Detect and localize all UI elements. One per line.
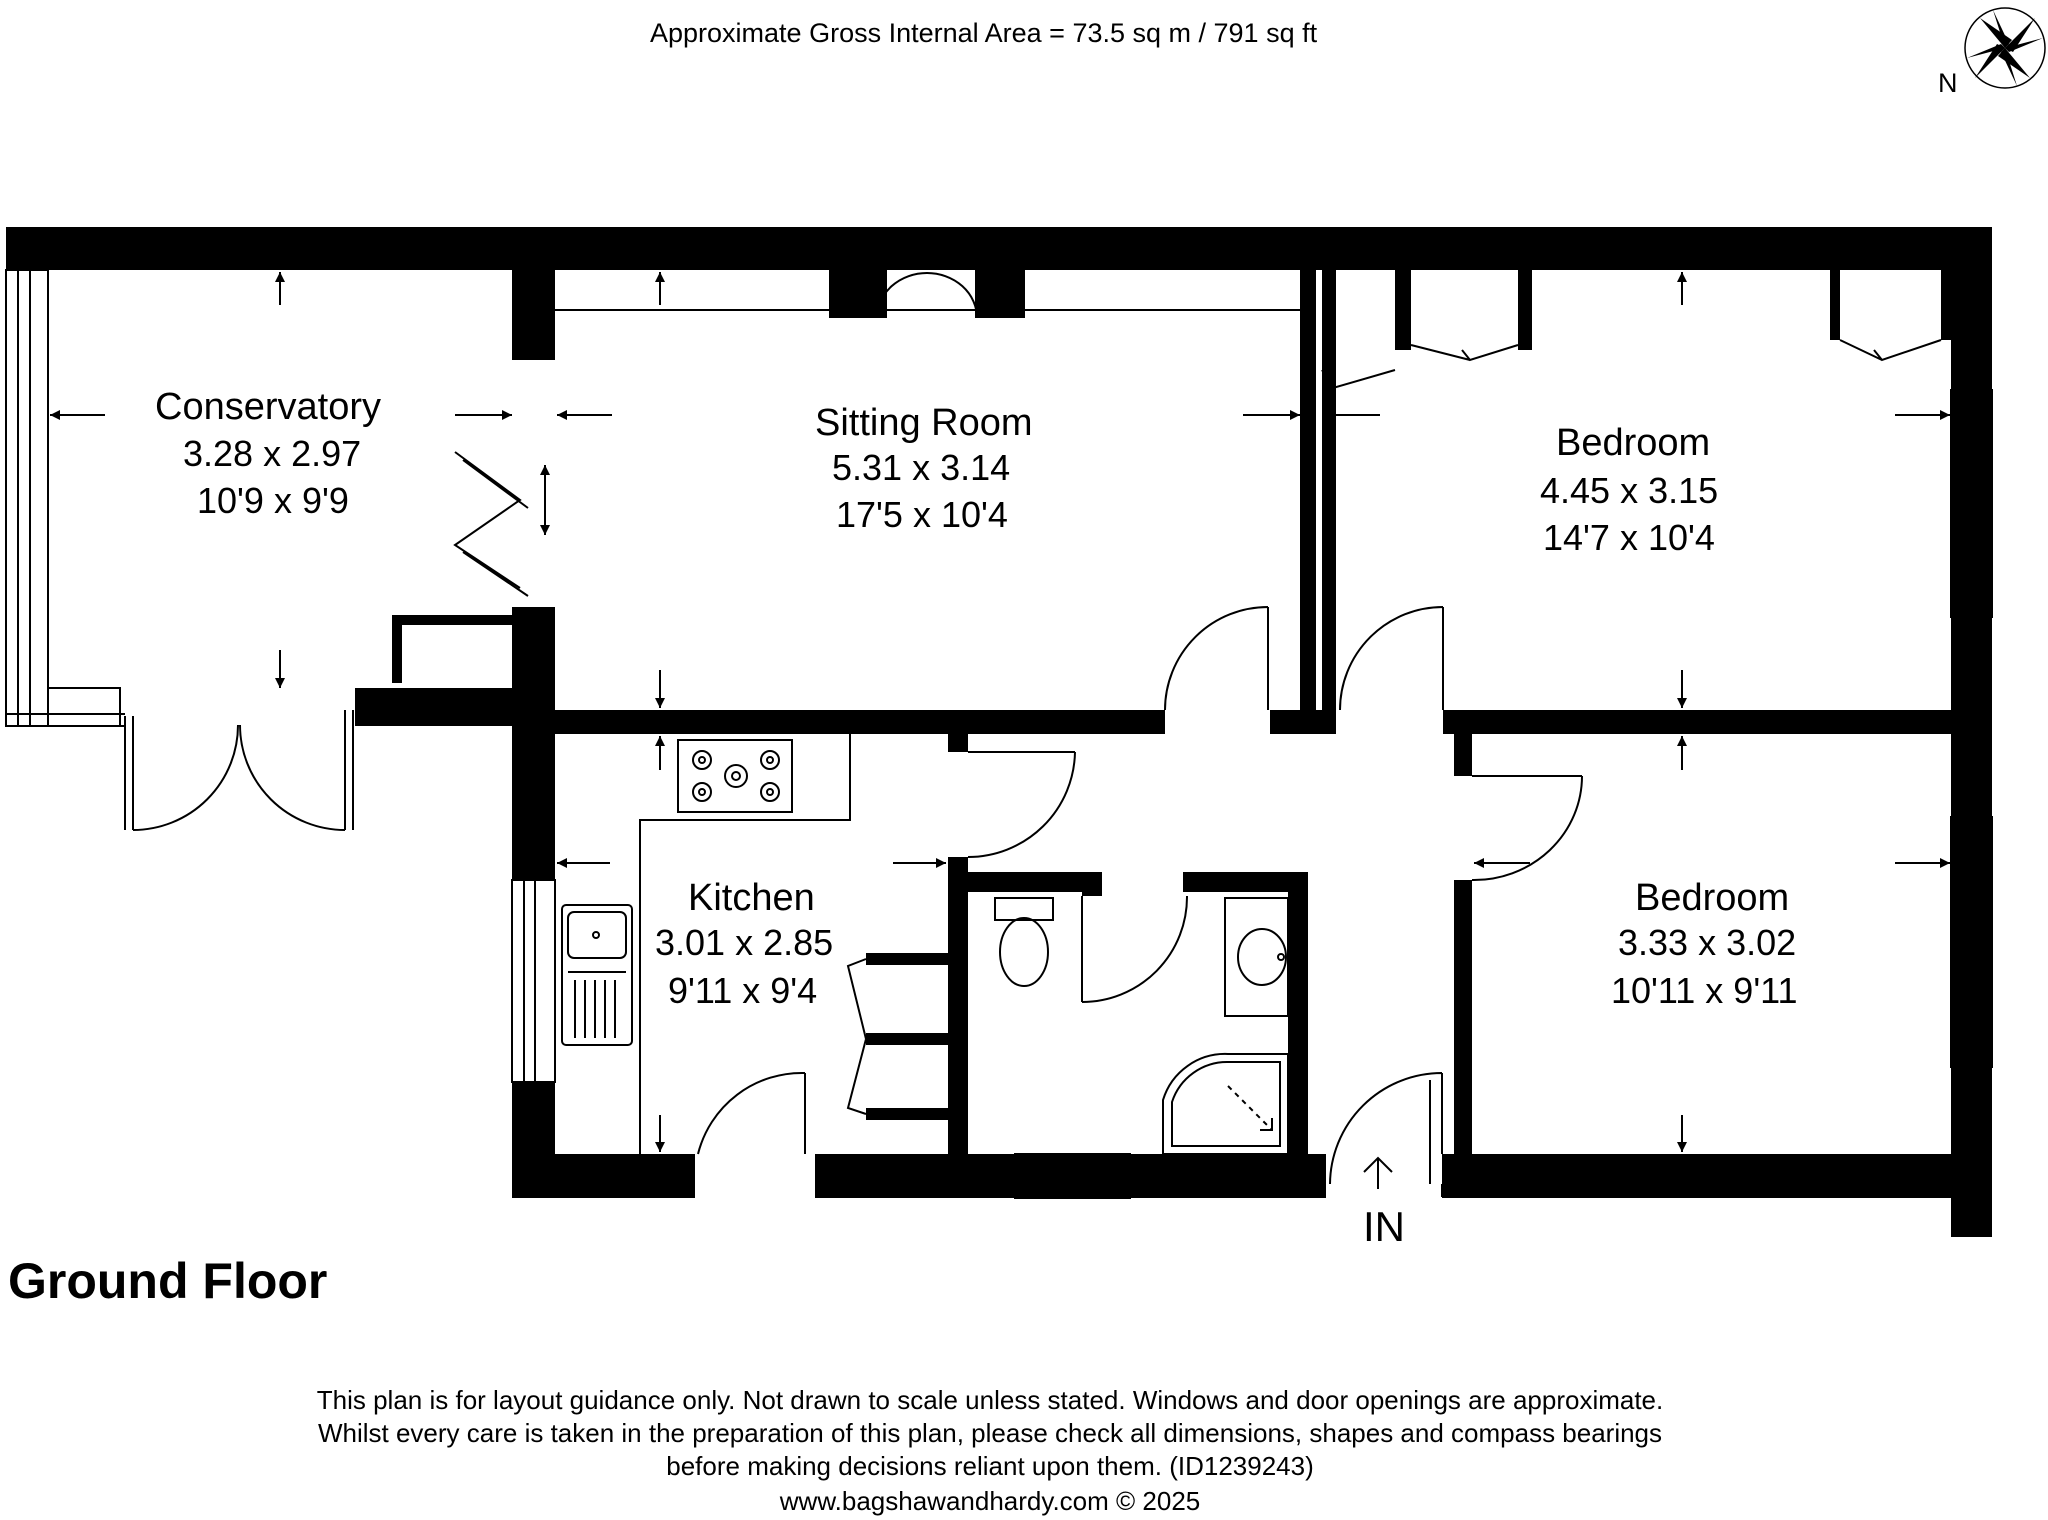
room-imperial: 17'5 x 10'4	[836, 494, 1008, 535]
bedroom2-door	[1472, 776, 1582, 880]
floor-label: Ground Floor	[8, 1253, 328, 1309]
hob-ring-3	[725, 765, 747, 787]
room-name: Sitting Room	[815, 402, 1033, 444]
bedroom2-left-wall-top	[1454, 732, 1472, 776]
bathroom-fittings	[995, 898, 1288, 1154]
top-wall	[6, 227, 1992, 270]
entrance-label: IN	[1363, 1203, 1405, 1250]
room-metric: 4.45 x 3.15	[1540, 470, 1719, 511]
wc-door-jamb	[1082, 872, 1102, 896]
cupboard-wall-2	[1518, 270, 1532, 350]
room-name: Bedroom	[1635, 877, 1790, 919]
wardrobes	[1322, 340, 1941, 388]
compass-rose	[1965, 8, 2045, 88]
north-label: N	[1938, 68, 1958, 98]
bedroom-right-pier-2	[1951, 732, 1992, 817]
entrance-arrow	[1364, 1158, 1392, 1189]
wc-right-wall	[1288, 872, 1308, 1154]
room-metric: 5.31 x 3.14	[832, 447, 1011, 488]
kitchen-back-door	[698, 1073, 805, 1154]
bottom-wall-mid	[815, 1154, 1326, 1198]
bifold-door-conservatory	[455, 452, 528, 596]
sitting-room-door	[1165, 607, 1268, 710]
room-name: Kitchen	[688, 877, 815, 919]
wc-cistern	[995, 898, 1053, 920]
cupboard-wall-1	[1395, 270, 1411, 350]
sitting-left-pier-top	[512, 270, 555, 360]
wardrobe-2	[1840, 340, 1941, 360]
wc-top-wall-left	[968, 872, 1082, 892]
kitchen-left-window	[512, 880, 555, 1082]
room-metric: 3.33 x 3.02	[1618, 922, 1797, 963]
conservatory-door-jamb	[395, 615, 515, 625]
conservatory-bottom-glazing	[6, 270, 125, 726]
room-imperial: 10'9 x 9'9	[197, 480, 349, 521]
room-imperial: 9'11 x 9'4	[668, 970, 818, 1011]
hob-ring-5	[761, 783, 779, 801]
walls	[6, 227, 1992, 1237]
shower-tray	[1163, 1054, 1288, 1154]
room-imperial: 10'11 x 9'11	[1611, 970, 1798, 1011]
kitchen-cupboard-shelf-2	[866, 1033, 948, 1045]
kitchen-cupboard-shelf-3	[866, 1108, 948, 1120]
room-name: Bedroom	[1556, 422, 1711, 464]
conservatory-bottom-stub	[355, 688, 555, 726]
bedroom-door	[1340, 607, 1443, 710]
bottom-wall-right	[1442, 1154, 1992, 1198]
kitchen-left-wall-upper	[512, 710, 555, 880]
hob-ring-4	[761, 751, 779, 769]
bedroom-right-pier-3	[1951, 1067, 1992, 1197]
kitchen-cupboard-doors	[848, 959, 866, 1114]
sink	[562, 905, 632, 1045]
middle-wall-left	[555, 710, 1165, 734]
hob-ring-2	[693, 783, 711, 801]
hob	[678, 740, 792, 812]
wc-door	[1082, 896, 1187, 1002]
conservatory-door-jamb-2	[392, 615, 402, 683]
disclaimer-line-1: This plan is for layout guidance only. Not drawn to scale unless stated. Windows and door openings are approximate.	[316, 1385, 1664, 1415]
kitchen-left-wall-lower	[512, 1082, 555, 1198]
disclaimer-line-2: Whilst every care is taken in the preparation of this plan, please check all dimensions, shapes and compass bearings	[317, 1418, 1663, 1448]
cupboard-wall-3	[1830, 270, 1840, 340]
sitting-bedroom-partition	[1300, 270, 1316, 732]
fireplace-arc	[877, 273, 977, 318]
middle-wall-right	[1443, 710, 1953, 734]
disclaimer-line-3: before making decisions reliant upon them. (ID1239243)	[666, 1451, 1314, 1481]
conservatory-french-doors	[133, 725, 345, 830]
room-metric: 3.28 x 2.97	[183, 433, 362, 474]
kitchen-door-stub	[948, 732, 968, 752]
hob-ring-1	[693, 751, 711, 769]
wc-bowl	[1000, 918, 1048, 986]
gross-area-caption: Approximate Gross Internal Area = 73.5 sq m / 791 sq ft	[650, 18, 1318, 48]
bedroom2-left-wall	[1454, 880, 1472, 1154]
kitchen-right-wall	[948, 857, 968, 1154]
doors	[455, 452, 1582, 1197]
bedroom-left-wall	[1322, 270, 1336, 732]
website-link[interactable]: www.bagshawandhardy.com © 2025	[779, 1486, 1201, 1516]
kitchen-cupboard-shelf-1	[866, 953, 948, 965]
room-imperial: 14'7 x 10'4	[1543, 517, 1715, 558]
wardrobe-1	[1322, 345, 1518, 388]
cupboard-wall-4	[1941, 270, 1951, 340]
bedroom-right-pier-1	[1951, 617, 1992, 717]
room-name: Conservatory	[155, 386, 381, 428]
kitchen-door	[968, 752, 1075, 857]
room-metric: 3.01 x 2.85	[655, 922, 834, 963]
conservatory-left-glazing	[6, 270, 48, 726]
